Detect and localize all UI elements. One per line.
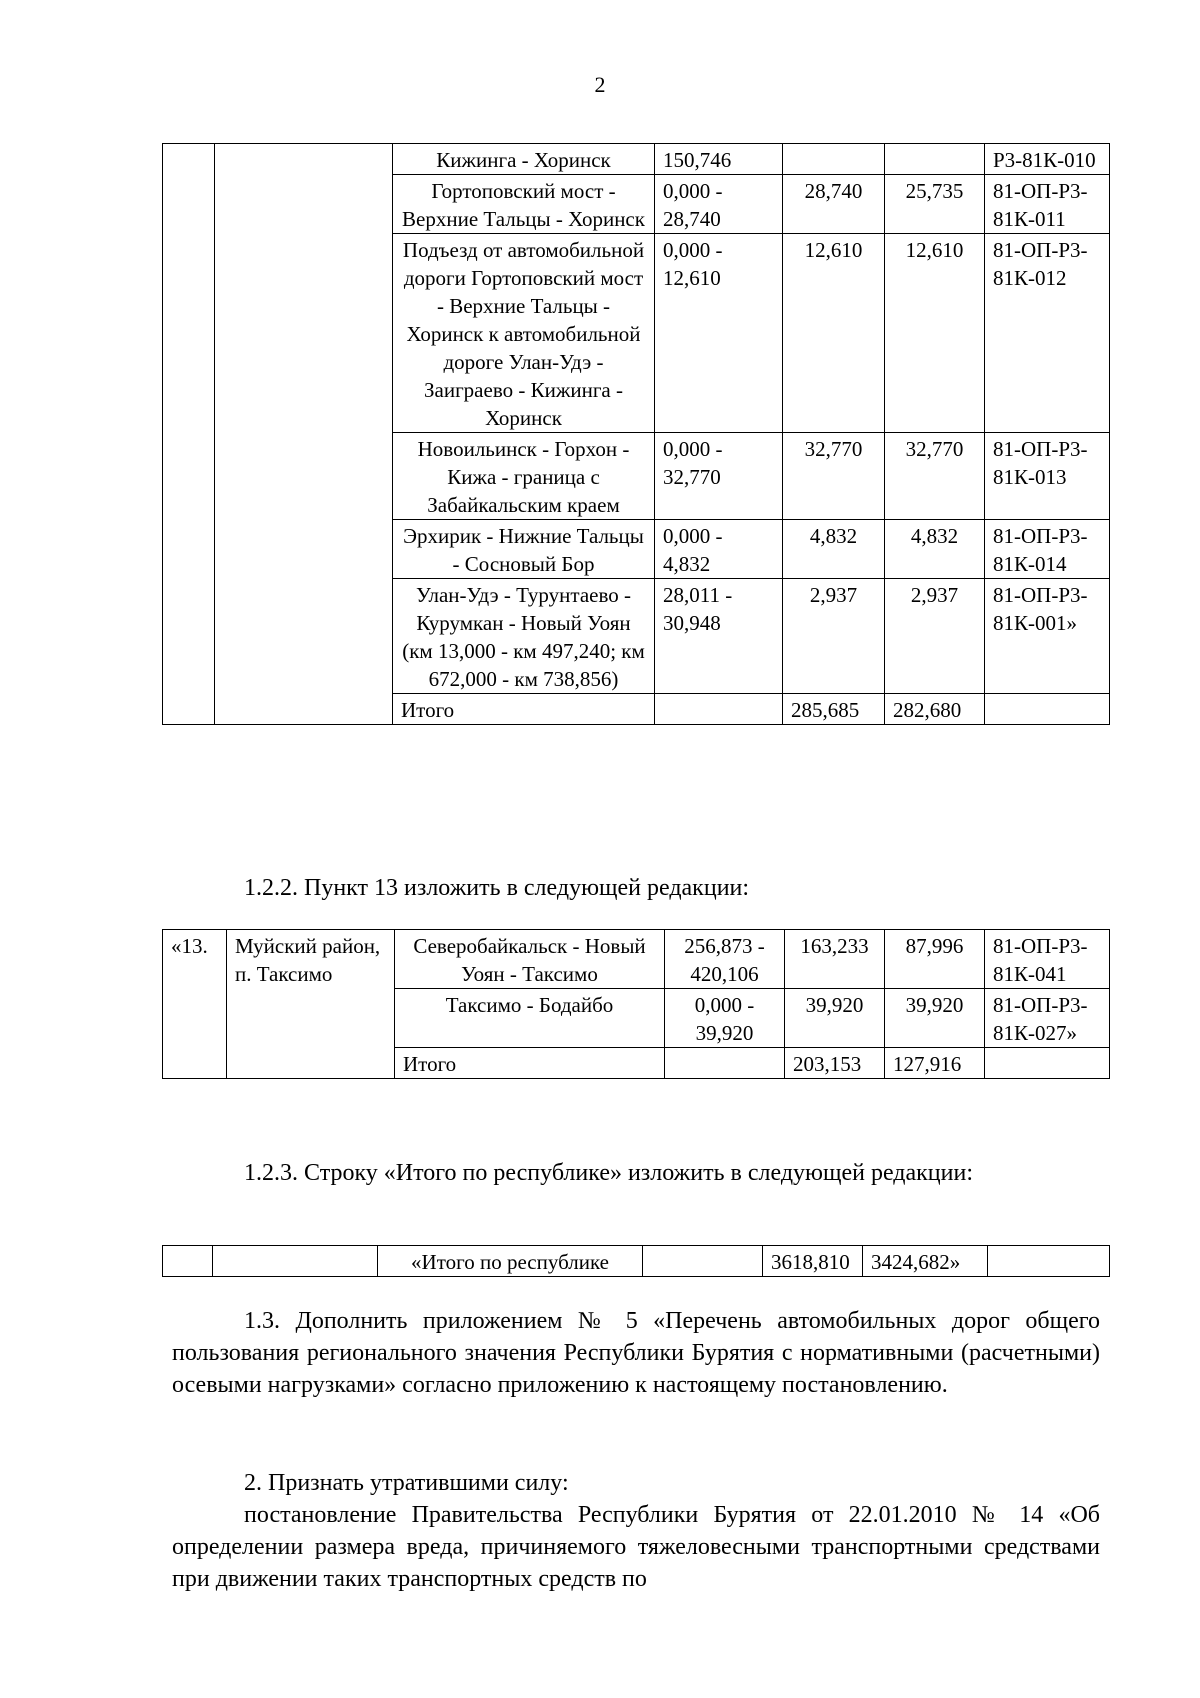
length-normative-cell: 39,920 xyxy=(885,989,985,1048)
road-name-cell: Гортоповский мост - Верхние Тальцы - Хоринск xyxy=(393,175,655,234)
road-name-cell: Таксимо - Бодайбо xyxy=(395,989,665,1048)
total-label: «Итого по республике xyxy=(378,1246,643,1277)
total-length-normative: 127,916 xyxy=(885,1048,985,1079)
total-length-normative: 3424,682» xyxy=(863,1246,988,1277)
paragraph-1-2-2: 1.2.2. Пункт 13 изложить в следующей редакции: xyxy=(244,875,750,901)
district-cell: Муйский район, п. Таксимо xyxy=(227,930,395,1079)
length-normative-cell: 2,937 xyxy=(885,579,985,694)
roads-table-item-13 xyxy=(162,929,1110,1079)
length-normative-cell: 25,735 xyxy=(885,175,985,234)
length-cell: 12,610 xyxy=(783,234,885,433)
km-range-cell xyxy=(665,1048,785,1079)
road-id-cell: Р3-81К-010 xyxy=(985,144,1110,175)
length-cell: 2,937 xyxy=(783,579,885,694)
total-label: Итого xyxy=(393,694,655,725)
km-range-cell: 0,000 - 39,920 xyxy=(665,989,785,1048)
total-label: Итого xyxy=(395,1048,665,1079)
total-row xyxy=(163,1246,1110,1277)
road-name-cell: Подъезд от автомобильной дороги Гортоповский мост - Верхние Тальцы - Хоринск к автомобильной дороге Улан-Удэ - Заиграево - Кижинга - Хоринск xyxy=(393,234,655,433)
district-cell xyxy=(213,1246,378,1277)
km-range-cell: 0,000 - 28,740 xyxy=(655,175,783,234)
roads-table-continuation xyxy=(162,143,1110,725)
republic-total-table xyxy=(162,1245,1110,1277)
total-length: 285,685 xyxy=(783,694,885,725)
total-length: 3618,810 xyxy=(763,1246,863,1277)
road-id-cell: 81-ОП-Р3-81К-013 xyxy=(985,433,1110,520)
road-id-cell xyxy=(985,1048,1110,1079)
district-cell xyxy=(215,144,393,725)
length-cell: 163,233 xyxy=(785,930,885,989)
total-length: 203,153 xyxy=(785,1048,885,1079)
km-range-cell: 0,000 - 12,610 xyxy=(655,234,783,433)
road-id-cell: 81-ОП-Р3-81К-014 xyxy=(985,520,1110,579)
road-id-cell: 81-ОП-Р3-81К-012 xyxy=(985,234,1110,433)
table-row xyxy=(163,144,1110,175)
road-name-cell: Улан-Удэ - Турунтаево - Курумкан - Новый Уоян (км 13,000 - км 497,240; км 672,000 - км 738,856) xyxy=(393,579,655,694)
km-range-cell: 0,000 - 32,770 xyxy=(655,433,783,520)
length-cell xyxy=(783,144,885,175)
road-name-cell: Эрхирик - Нижние Тальцы - Сосновый Бор xyxy=(393,520,655,579)
number-cell xyxy=(163,144,215,725)
km-range-cell xyxy=(655,694,783,725)
length-normative-cell xyxy=(885,144,985,175)
length-cell: 39,920 xyxy=(785,989,885,1048)
paragraph-1-2-3: 1.2.3. Строку «Итого по республике» изложить в следующей редакции: xyxy=(244,1160,973,1186)
km-range-cell: 150,746 xyxy=(655,144,783,175)
length-cell: 4,832 xyxy=(783,520,885,579)
table-row xyxy=(163,930,1110,989)
paragraph-2: 2. Признать утратившими силу: xyxy=(244,1470,569,1496)
road-id-cell: 81-ОП-Р3-81К-041 xyxy=(985,930,1110,989)
total-length-normative: 282,680 xyxy=(885,694,985,725)
paragraph-1-3: 1.3. Дополнить приложением № 5 «Перечень автомобильных дорог общего пользования регионального значения Республики Бурятия с нормативными (расчетными) осевыми нагрузками» согласно приложению к настоящему постановлению. xyxy=(172,1308,1100,1398)
length-cell: 28,740 xyxy=(783,175,885,234)
road-id-cell xyxy=(988,1246,1110,1277)
km-range-cell: 28,011 - 30,948 xyxy=(655,579,783,694)
road-id-cell: 81-ОП-Р3-81К-027» xyxy=(985,989,1110,1048)
length-cell: 32,770 xyxy=(783,433,885,520)
paragraph-2-decree: постановление Правительства Республики Бурятия от 22.01.2010 № 14 «Об определении размера вреда, причиняемого тяжеловесными транспортными средствами при движении таких транспортных средств по xyxy=(172,1502,1100,1592)
km-range-cell xyxy=(643,1246,763,1277)
number-cell xyxy=(163,1246,213,1277)
length-normative-cell: 87,996 xyxy=(885,930,985,989)
km-range-cell: 256,873 - 420,106 xyxy=(665,930,785,989)
length-normative-cell: 12,610 xyxy=(885,234,985,433)
road-name-cell: Кижинга - Хоринск xyxy=(393,144,655,175)
road-name-cell: Новоильинск - Горхон - Кижа - граница с Забайкальским краем xyxy=(393,433,655,520)
road-name-cell: Северобайкальск - Новый Уоян - Таксимо xyxy=(395,930,665,989)
length-normative-cell: 32,770 xyxy=(885,433,985,520)
km-range-cell: 0,000 - 4,832 xyxy=(655,520,783,579)
number-cell: «13. xyxy=(163,930,227,1079)
road-id-cell xyxy=(985,694,1110,725)
road-id-cell: 81-ОП-Р3-81К-001» xyxy=(985,579,1110,694)
length-normative-cell: 4,832 xyxy=(885,520,985,579)
page-number: 2 xyxy=(594,72,606,97)
road-id-cell: 81-ОП-Р3-81К-011 xyxy=(985,175,1110,234)
